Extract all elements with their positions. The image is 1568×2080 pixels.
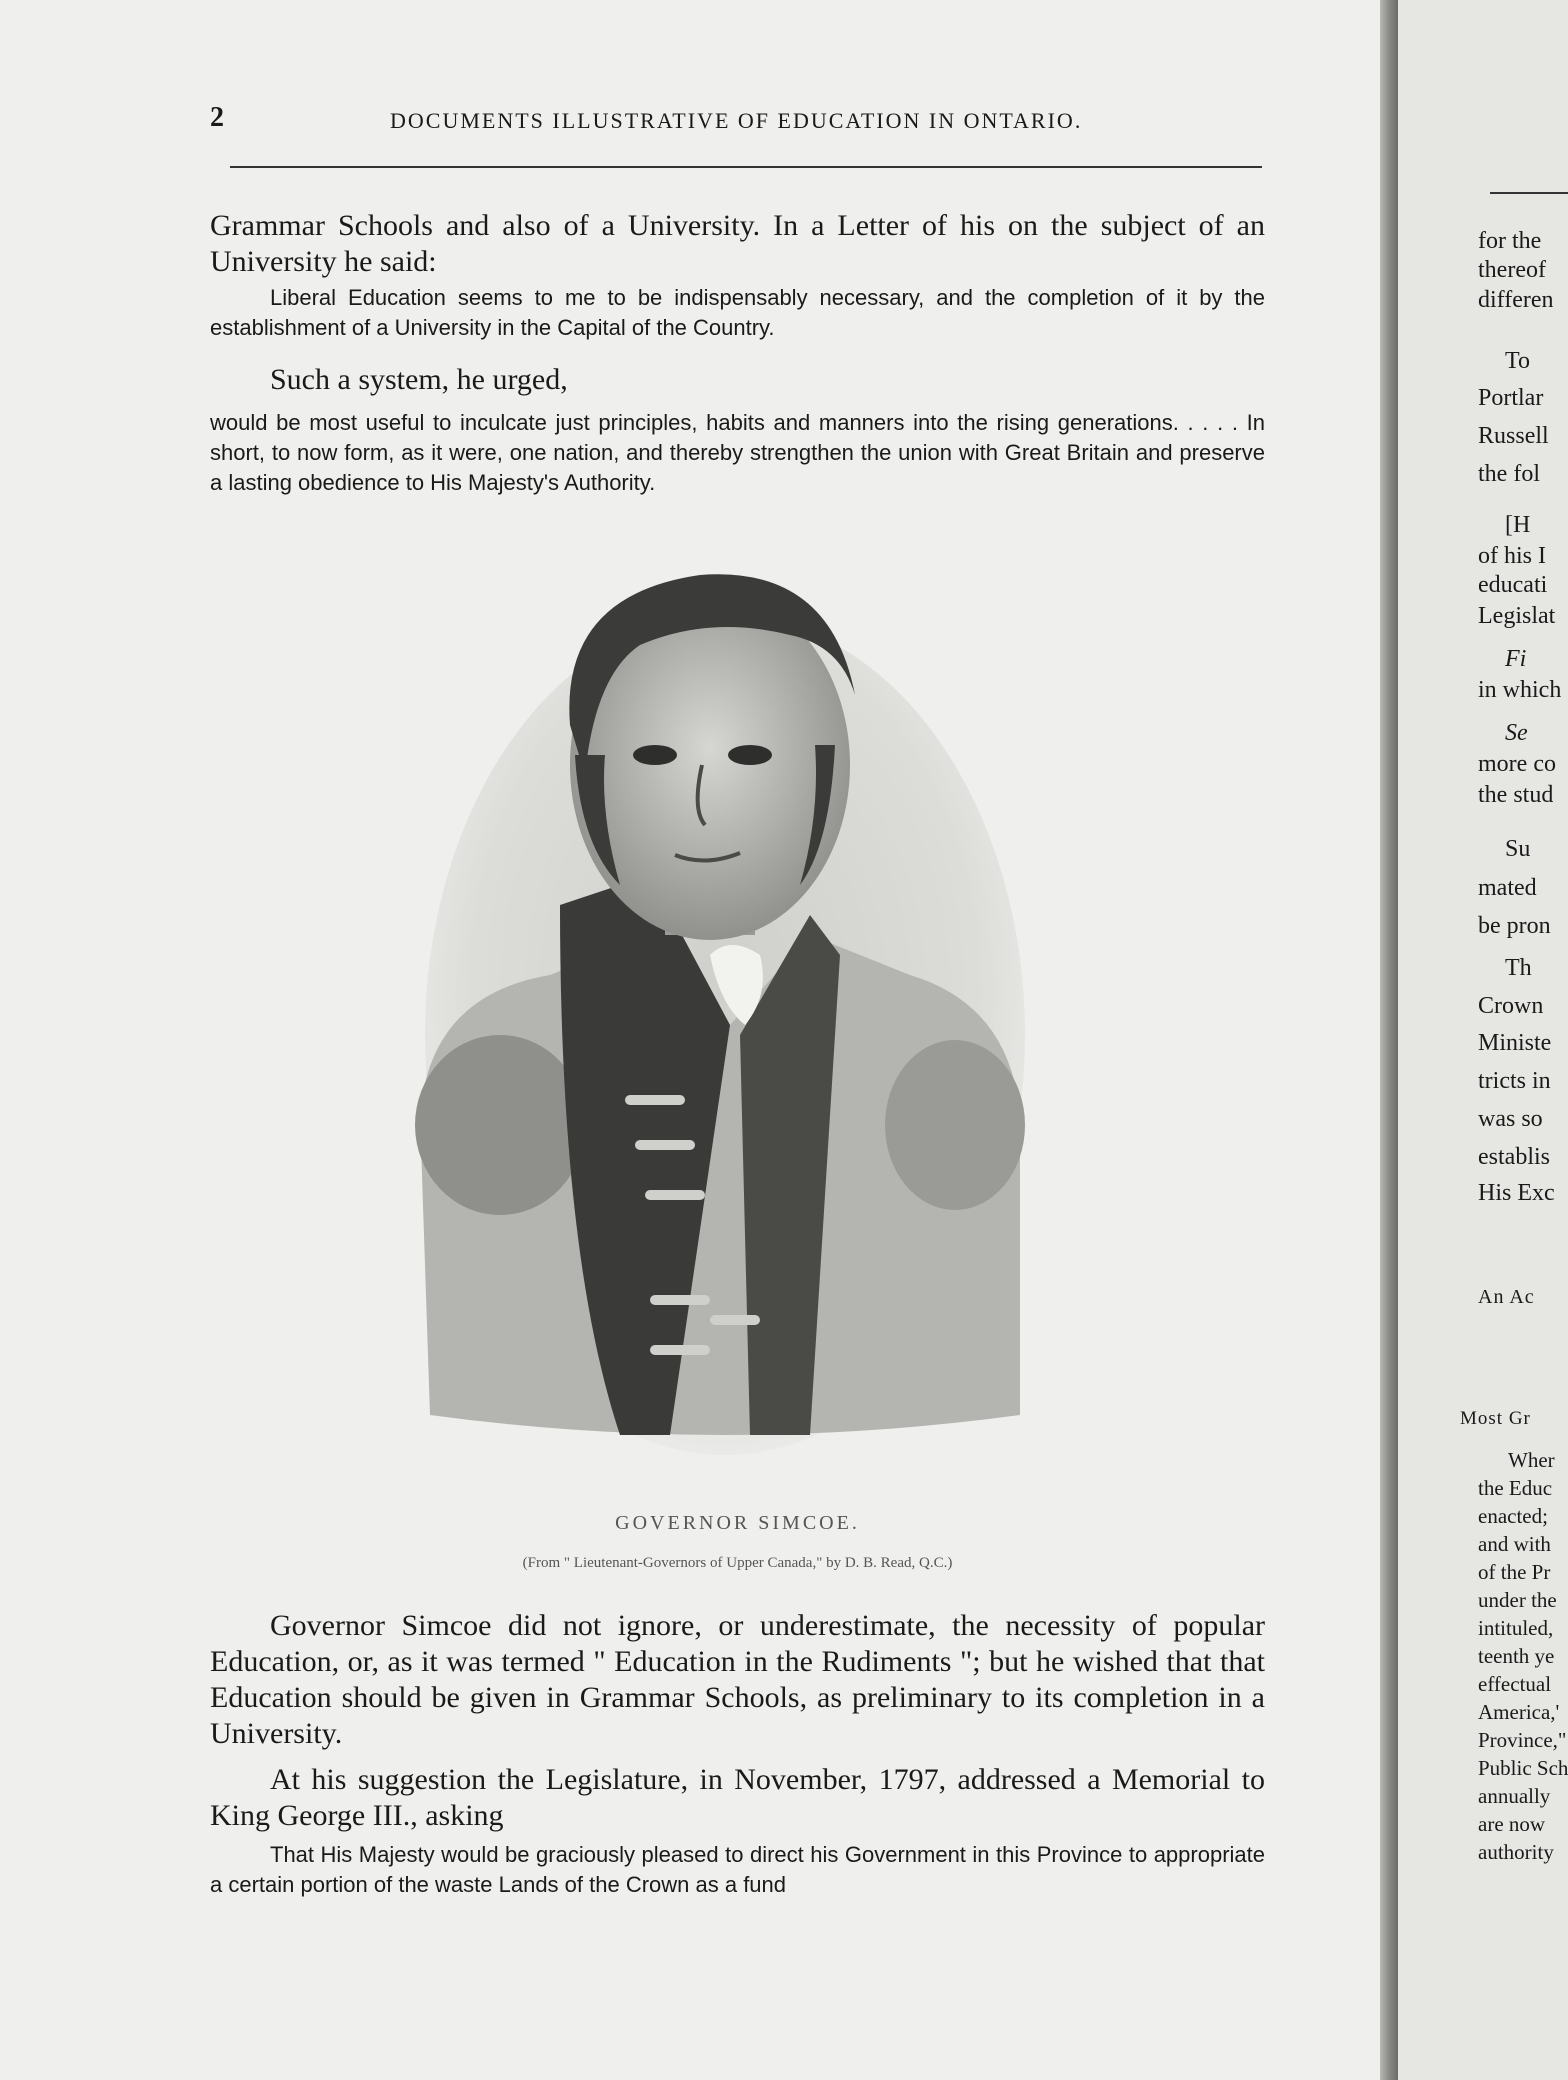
right-line: educati	[1478, 572, 1548, 598]
right-line: Se	[1505, 720, 1528, 746]
right-line: are now	[1478, 1812, 1546, 1836]
right-line: annually	[1478, 1784, 1551, 1808]
quote-3: That His Majesty would be graciously pleased to direct his Government in this Province to appropriate a certain portion of the waste Lands of the Crown as a fund	[210, 1842, 1265, 1897]
right-line: Russell	[1478, 423, 1549, 449]
right-line: more co	[1478, 751, 1556, 777]
right-line: establis	[1478, 1144, 1550, 1170]
right-line: of his I	[1478, 543, 1546, 569]
right-line: and with	[1478, 1532, 1551, 1556]
right-line: An Ac	[1478, 1286, 1535, 1308]
right-line: Most Gr	[1460, 1408, 1531, 1429]
right-line: Ministe	[1478, 1030, 1552, 1056]
right-line: the stud	[1478, 782, 1554, 808]
paragraph-2: Such a system, he urged,	[270, 363, 568, 396]
right-line: was so	[1478, 1106, 1543, 1132]
right-line: Wher	[1508, 1448, 1555, 1472]
right-line: enacted;	[1478, 1504, 1548, 1528]
right-line: authority	[1478, 1840, 1554, 1864]
right-line: be pron	[1478, 913, 1551, 939]
paragraph-3: Governor Simcoe did not ignore, or underestimate, the necessity of popular Education, or, as it was termed " Education in the Rudiments "; but he wished that that Education should be given in Grammar Schools, as preliminary to its completion in a University.	[210, 1609, 1265, 1750]
right-line: intituled,	[1478, 1616, 1554, 1640]
right-line: thereof	[1478, 257, 1546, 283]
book-gutter	[1380, 0, 1398, 2080]
paragraph-1: Grammar Schools and also of a University. In a Letter of his on the subject of an University he said:	[210, 209, 1265, 278]
page-header	[210, 98, 1260, 148]
right-line: Su	[1505, 836, 1531, 862]
quote-1: Liberal Education seems to me to be indispensably necessary, and the completion of it by the establishment of a University in the Capital of the Country.	[210, 285, 1265, 340]
right-line: mated	[1478, 875, 1537, 901]
right-line: differen	[1478, 287, 1554, 313]
right-line: for the	[1478, 228, 1542, 254]
right-line: Portlar	[1478, 385, 1544, 411]
right-line: [H	[1505, 512, 1531, 538]
right-line: teenth ye	[1478, 1644, 1555, 1668]
governor-simcoe-portrait	[410, 555, 1040, 1455]
right-line: To	[1505, 348, 1530, 374]
right-line: under the	[1478, 1588, 1557, 1612]
right-line: effectual	[1478, 1672, 1552, 1696]
header-rule	[230, 166, 1262, 168]
portrait-caption: GOVERNOR SIMCOE.	[615, 1512, 860, 1534]
right-line: in which	[1478, 677, 1562, 703]
right-line: Public Sch	[1478, 1756, 1568, 1780]
portrait-credit: (From " Lieutenant-Governors of Upper Canada," by D. B. Read, Q.C.)	[522, 1555, 953, 1571]
right-line: Th	[1505, 955, 1532, 981]
right-line: Province,"	[1478, 1728, 1567, 1752]
right-page-rule	[1490, 192, 1568, 194]
quote-2: would be most useful to inculcate just principles, habits and manners into the rising generations. . . . . In short, to now form, as it were, one nation, and thereby strengthen the union with Great Britain and preserve a lasting obedience to His Majesty's Authority.	[210, 410, 1265, 495]
right-line: His Exc	[1478, 1180, 1555, 1206]
right-line: of the Pr	[1478, 1560, 1551, 1584]
right-line: Fi	[1505, 646, 1527, 672]
right-line: the Educ	[1478, 1476, 1553, 1500]
right-line: America,'	[1478, 1700, 1560, 1724]
right-line: the fol	[1478, 461, 1540, 487]
right-line: Legislat	[1478, 603, 1556, 629]
paragraph-4: At his suggestion the Legislature, in November, 1797, addressed a Memorial to King George III., asking	[210, 1763, 1265, 1832]
right-line: Crown	[1478, 993, 1544, 1019]
running-head: DOCUMENTS ILLUSTRATIVE OF EDUCATION IN ONTARIO.	[390, 108, 1083, 133]
page-number: 2	[210, 102, 224, 133]
right-line: tricts in	[1478, 1068, 1551, 1094]
